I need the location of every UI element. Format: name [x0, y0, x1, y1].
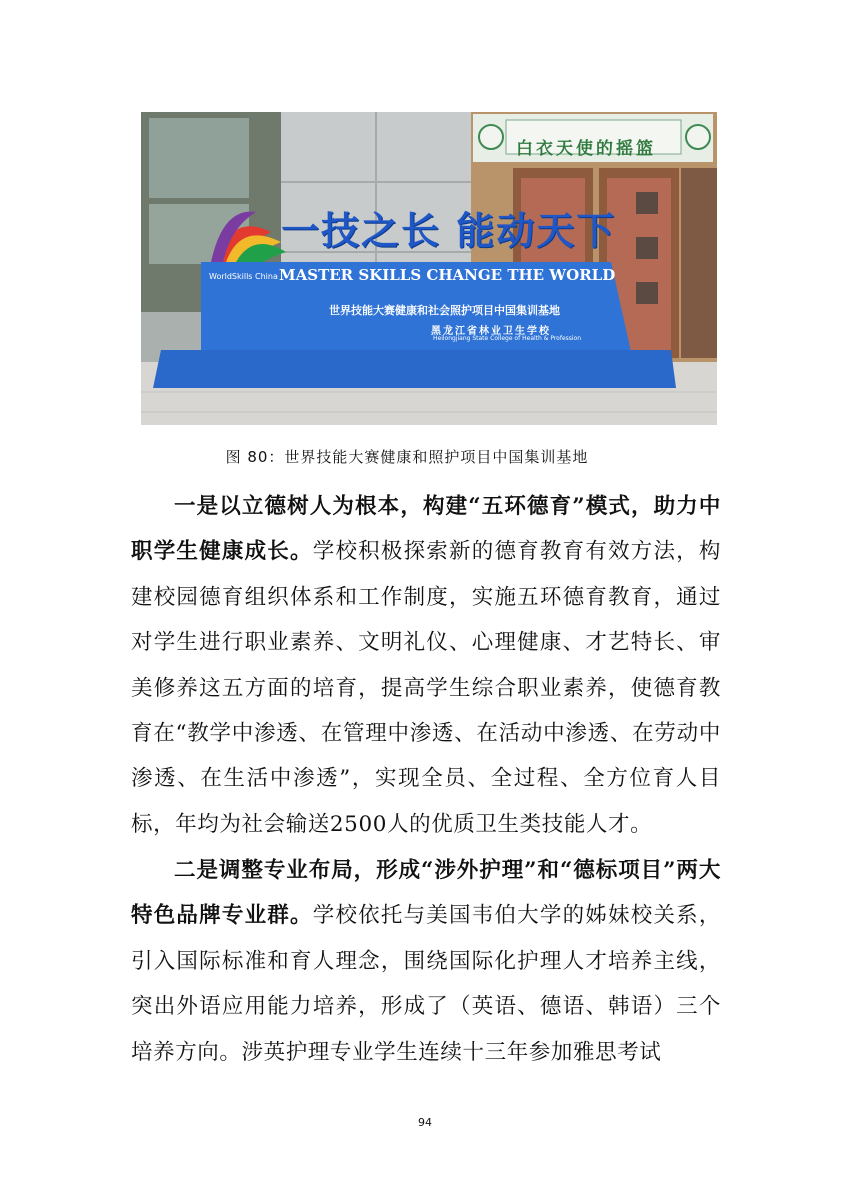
sign-slogan: 一技之长 能动天下	[281, 209, 617, 253]
paragraph-2	[131, 848, 721, 1075]
sign-base-name: 世界技能大赛健康和社会照护项目中国集训基地	[329, 304, 560, 317]
paragraph-1-lead: 一是以立德树人为根本，构建“五环德育”模式，助力中职学生健康成长。	[131, 494, 721, 565]
paragraph-1	[131, 484, 721, 847]
worldskills-logo: WorldSkills China	[209, 272, 278, 281]
sign-school-name: 黑龙江省林业卫生学校	[431, 326, 551, 337]
figure-caption-text: 图 80：世界技能大赛健康和照护项目中国集训基地	[225, 448, 589, 466]
sign-english-text: MASTER SKILLS CHANGE THE WORLD	[279, 266, 616, 284]
paragraph-2-lead: 二是调整专业布局，形成“涉外护理”和“德标项目”两大特色品牌专业群。	[131, 858, 721, 929]
paragraph-2-body: 学校依托与美国韦伯大学的姊妹校关系，引入国际标准和育人理念，围绕国际化护理人才培养主线，突出外语应用能力培养，形成了（英语、德语、韩语）三个培养方向。涉英护理专业学生连续十三年参加雅思考试	[131, 903, 721, 1065]
paragraph-1-body: 学校积极探索新的德育教育有效方法，构建校园德育组织体系和工作制度，实施五环德育教育，通过对学生进行职业素养、文明礼仪、心理健康、才艺特长、审美修养这五方面的培育，提高学生综合职业素养，使德育教育在“教学中渗透、在管理中渗透、在活动中渗透、在劳动中渗透、在生活中渗透”，实现全员、全过程、全方位育人目标，年均为社会输送2500人的优质卫生类技能人才。	[131, 539, 721, 837]
page-number: 94	[418, 1116, 432, 1129]
figure-caption	[0, 446, 850, 467]
figure-photo	[141, 112, 717, 425]
shop-sign: 白衣天使的摇篮	[516, 139, 656, 159]
sign-school-english: Heilongjiang State College of Health & Profession	[433, 335, 582, 342]
